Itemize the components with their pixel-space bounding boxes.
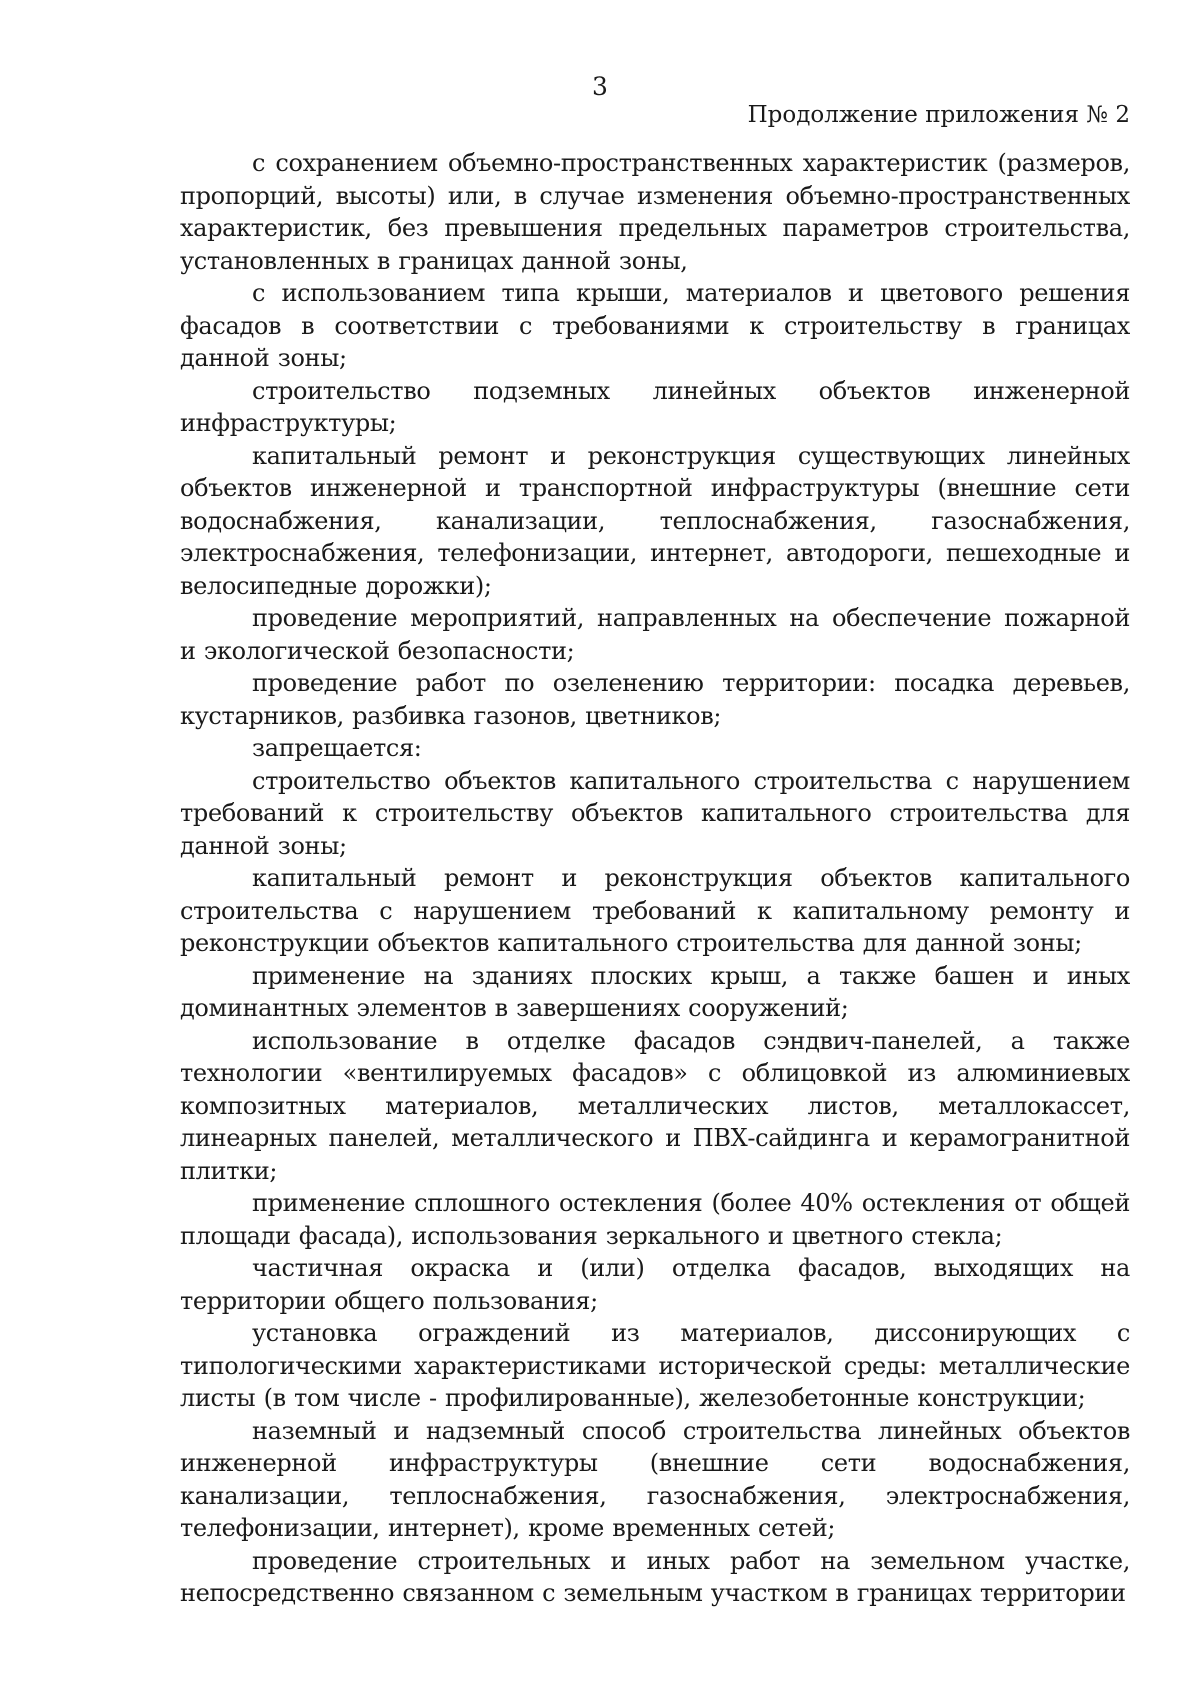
page-number: 3 [592, 72, 608, 101]
paragraph: строительство объектов капитального строительства с нарушением требований к строительству объектов капитального строительства для данной зоны; [180, 766, 1130, 860]
paragraph: с использованием типа крыши, материалов и цветового решения фасадов в соответствии с требованиями к строительству в границах данной зоны; [180, 279, 1130, 372]
paragraph: установка ограждений из материалов, диссонирующих с типологическими характеристиками исторической среды: металлические листы (в том числе - профилированные), железобетонные конструкции; [180, 1319, 1130, 1412]
paragraph: проведение работ по озеленению территории: посадка деревьев, кустарников, разбивка газонов, цветников; [180, 669, 1130, 730]
paragraph: использование в отделке фасадов сэндвич-панелей, а также технологии «вентилируемых фасадов» с облицовкой из алюминиевых композитных материалов, металлических листов, металлокассет, линеарных панелей, металлического и ПВХ-сайдинга и керамогранитной плитки; [180, 1026, 1130, 1185]
paragraph: строительство подземных линейных объектов инженерной инфраструктуры; [180, 376, 1130, 437]
paragraph-heading-prohibited: запрещается: [252, 734, 422, 762]
paragraph: применение сплошного остекления (более 40% остекления от общей площади фасада), использования зеркального и цветного стекла; [180, 1189, 1130, 1250]
appendix-continuation-note: Продолжение приложения № 2 [747, 102, 1130, 128]
paragraph: с сохранением объемно-пространственных характеристик (размеров, пропорций, высоты) или, в случае изменения объемно-пространственных характеристик, без превышения предельных параметров строительства, установленных в границах данной зоны, [180, 149, 1130, 275]
paragraph: капитальный ремонт и реконструкция объектов капитального строительства с нарушением требований к капитальному ремонту и реконструкции объектов капитального строительства для данной зоны; [180, 864, 1130, 957]
paragraph: наземный и надземный способ строительства линейных объектов инженерной инфраструктуры (внешние сети водоснабжения, канализации, теплоснабжения, газоснабжения, электроснабжения, телефонизации, интернет), кроме временных сетей; [180, 1416, 1130, 1542]
paragraph: частичная окраска и (или) отделка фасадов, выходящих на территории общего пользования; [180, 1254, 1130, 1315]
paragraph: проведение строительных и иных работ на земельном участке, непосредственно связанном с земельным участком в границах территории [180, 1546, 1130, 1607]
paragraph: применение на зданиях плоских крыш, а также башен и иных доминантных элементов в завершениях сооружений; [180, 961, 1130, 1022]
document-body [180, 147, 1130, 1610]
paragraph: проведение мероприятий, направленных на обеспечение пожарной и экологической безопасности; [180, 604, 1130, 665]
paragraph: капитальный ремонт и реконструкция существующих линейных объектов инженерной и транспортной инфраструктуры (внешние сети водоснабжения, канализации, теплоснабжения, газоснабжения, электроснабжения, телефонизации, интернет, автодороги, пешеходные и велосипедные дорожки); [180, 441, 1130, 600]
